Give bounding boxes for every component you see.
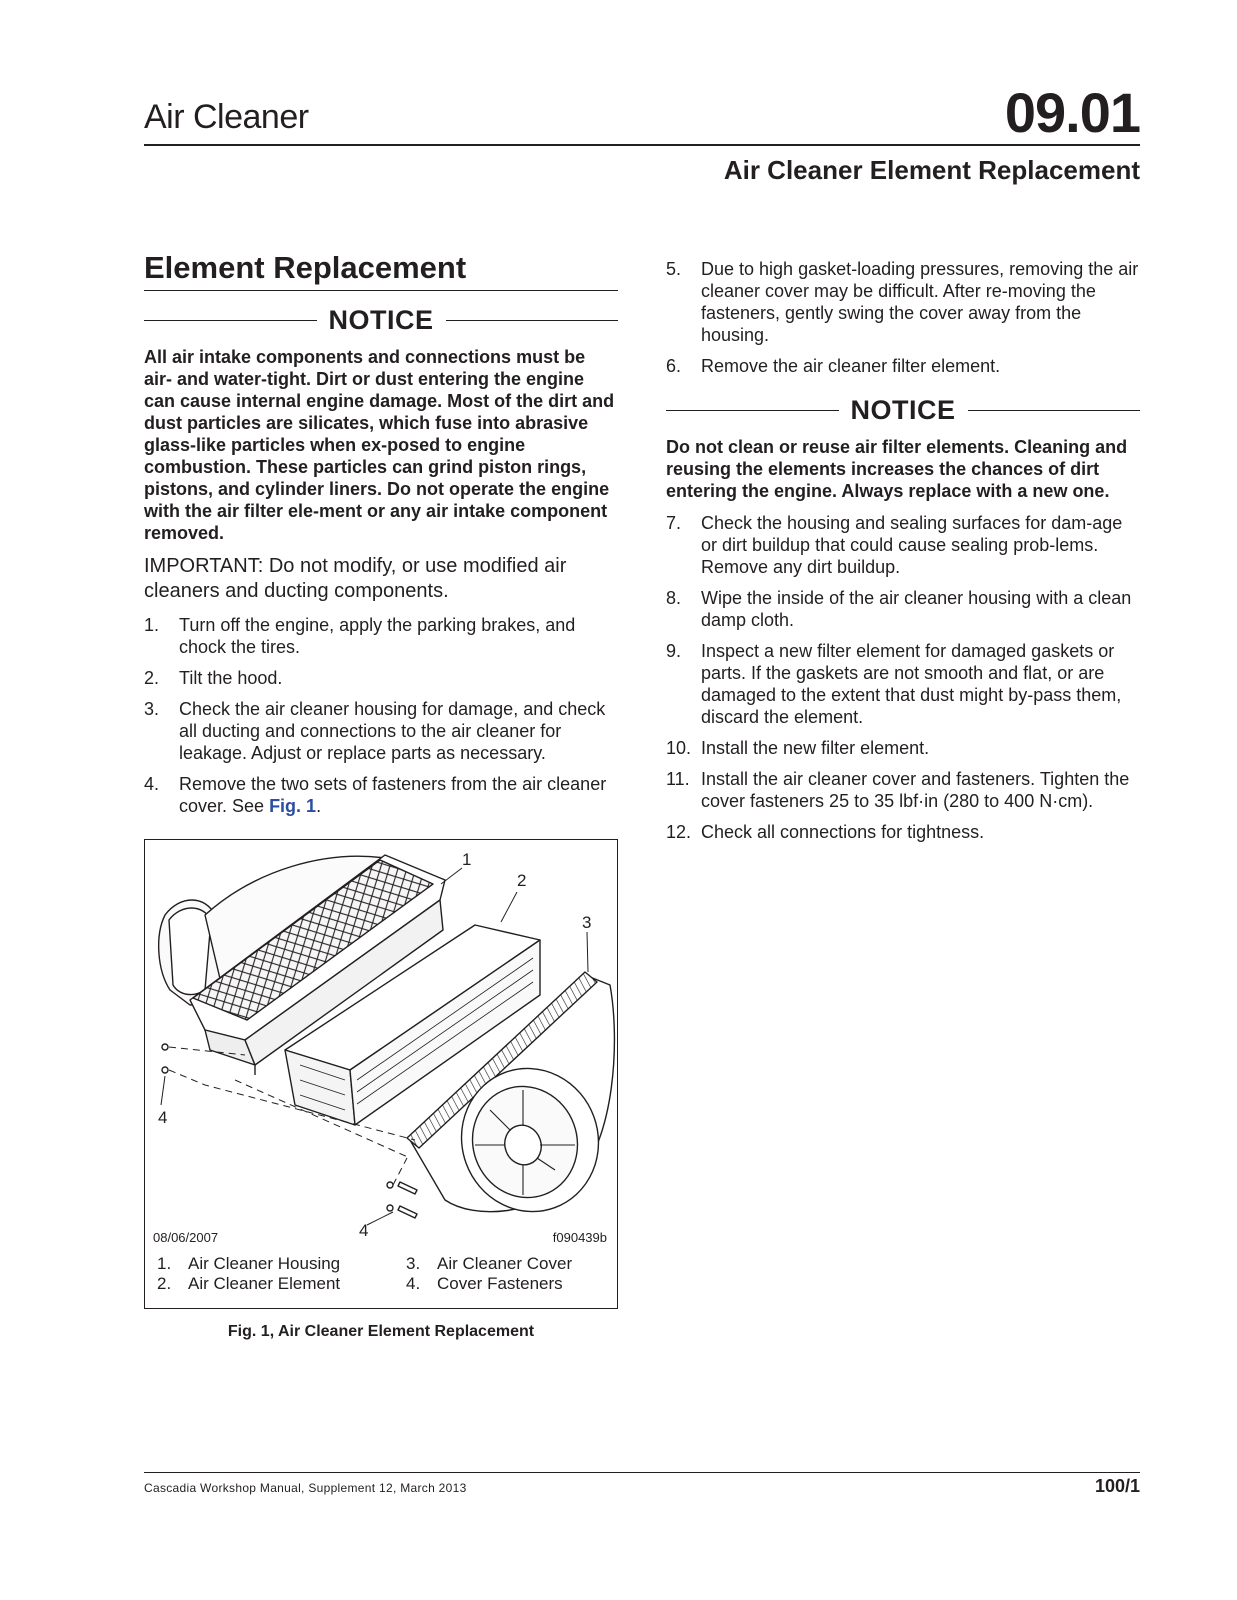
- notice-rule-left: [144, 320, 317, 321]
- step-item: [666, 821, 1140, 843]
- step-number: 8.: [666, 588, 682, 608]
- legend-item: 3. Air Cleaner Cover: [406, 1254, 573, 1273]
- legend-item: 4. Cover Fasteners: [406, 1274, 563, 1293]
- notice-text: All air intake components and connections must be air- and water-tight. Dirt or dust entering the engine can cause internal engine damage. Most of the dirt and dust particles are silicates, which fuse into abrasive glass-like particles when ex-posed to engine combustion. These particles can grind piston rings, pistons, and cylinder liners. Do not operate the engine with the air filter ele-ment or any air intake component removed.: [144, 347, 615, 543]
- step-list: [666, 512, 1140, 843]
- callout-4-left: 4: [158, 1108, 168, 1127]
- step-item: [666, 737, 1140, 759]
- step-number: 6.: [666, 356, 682, 376]
- step-text: Inspect a new filter element for damaged gaskets or parts. If the gaskets are not smooth and flat, or are damaged to the extent that dust might by-pass them, discard the element.: [701, 641, 1122, 727]
- section-subtitle: Air Cleaner Element Replacement: [723, 155, 1140, 185]
- step-list: [666, 258, 1140, 377]
- legend-item: 1. Air Cleaner Housing: [157, 1254, 341, 1273]
- step-item: [144, 698, 618, 764]
- step-text: Wipe the inside of the air cleaner housing with a clean damp cloth.: [701, 588, 1132, 630]
- figure-frame: [144, 839, 618, 1309]
- section-heading: Element Replacement: [144, 250, 618, 291]
- step-item: [144, 614, 618, 658]
- figure-date: 08/06/2007: [153, 1230, 219, 1245]
- step-number: 12.: [666, 822, 692, 842]
- notice-rule-right: [968, 410, 1141, 411]
- callout-1: 1: [462, 850, 472, 869]
- step-number: 7.: [666, 513, 682, 533]
- step-text: Check the housing and sealing surfaces for dam-age or dirt buildup that could cause sealing prob-lems. Remove any dirt buildup.: [701, 513, 1123, 577]
- step-item: [666, 512, 1140, 578]
- step-item: [666, 258, 1140, 346]
- legend-item: 2. Air Cleaner Element: [157, 1274, 341, 1293]
- figure-caption: Fig. 1, Air Cleaner Element Replacement: [227, 1323, 535, 1340]
- step-text: Remove the air cleaner filter element.: [701, 356, 1001, 376]
- callout-2: 2: [517, 871, 527, 890]
- step-item: [666, 640, 1140, 728]
- figure-legend: [157, 1254, 616, 1294]
- step-number: 9.: [666, 641, 682, 661]
- notice-label: NOTICE: [328, 305, 434, 335]
- step-item: [144, 667, 618, 689]
- chapter-title: Air Cleaner: [144, 98, 309, 136]
- step-text: Remove the two sets of fasteners from the air cleaner cover. See Fig. 1.: [179, 774, 607, 816]
- step-text: Turn off the engine, apply the parking brakes, and chock the tires.: [179, 615, 576, 657]
- figure-link[interactable]: Fig. 1: [269, 796, 317, 816]
- right-column: [666, 258, 1140, 852]
- notice-banner: [666, 395, 1140, 426]
- step-item: [666, 355, 1140, 377]
- important-note: IMPORTANT: Do not modify, or use modified air cleaners and ducting components.: [144, 555, 567, 602]
- step-number: 5.: [666, 259, 682, 279]
- step-item: [666, 768, 1140, 812]
- step-number: 11.: [666, 769, 690, 789]
- step-text: Install the air cleaner cover and fasteners. Tighten the cover fasteners 25 to 35 lbf·in (280 to 400 N·cm).: [701, 769, 1130, 811]
- step-number: 2.: [144, 668, 160, 688]
- step-item: [144, 773, 618, 817]
- callout-4-bottom: 4: [359, 1221, 369, 1240]
- notice-text: Do not clean or reuse air filter elements. Cleaning and reusing the elements increases the chances of dirt entering the engine. Always replace with a new one.: [666, 437, 1128, 501]
- step-text: Check all connections for tightness.: [701, 822, 985, 842]
- step-number: 10.: [666, 738, 692, 758]
- callout-3: 3: [582, 913, 592, 932]
- notice-rule-right: [446, 320, 619, 321]
- step-number: 3.: [144, 699, 160, 719]
- step-text: Install the new filter element.: [701, 738, 930, 758]
- step-number: 1.: [144, 615, 160, 635]
- left-column: [144, 250, 618, 1341]
- notice-banner: [144, 305, 618, 336]
- header-rule: [144, 144, 1140, 146]
- step-number: 4.: [144, 774, 160, 794]
- notice-label: NOTICE: [850, 395, 956, 425]
- step-text: Tilt the hood.: [179, 668, 283, 688]
- figure-id: f090439b: [552, 1230, 607, 1245]
- notice-rule-left: [666, 410, 839, 411]
- footer-manual-title: Cascadia Workshop Manual, Supplement 12, March 2013: [144, 1481, 467, 1495]
- step-text: Due to high gasket-loading pressures, removing the air cleaner cover may be difficult. After re-moving the fasteners, gently swing the cover away from the housing.: [701, 259, 1139, 345]
- step-text: Check the air cleaner housing for damage, and check all ducting and connections to the air cleaner for leakage. Adjust or replace parts as necessary.: [179, 699, 606, 763]
- section-number: 09.01: [1004, 81, 1140, 144]
- page-number: 100/1: [1094, 1476, 1140, 1496]
- footer-rule: [144, 1472, 1140, 1473]
- step-list: [144, 614, 618, 817]
- step-item: [666, 587, 1140, 631]
